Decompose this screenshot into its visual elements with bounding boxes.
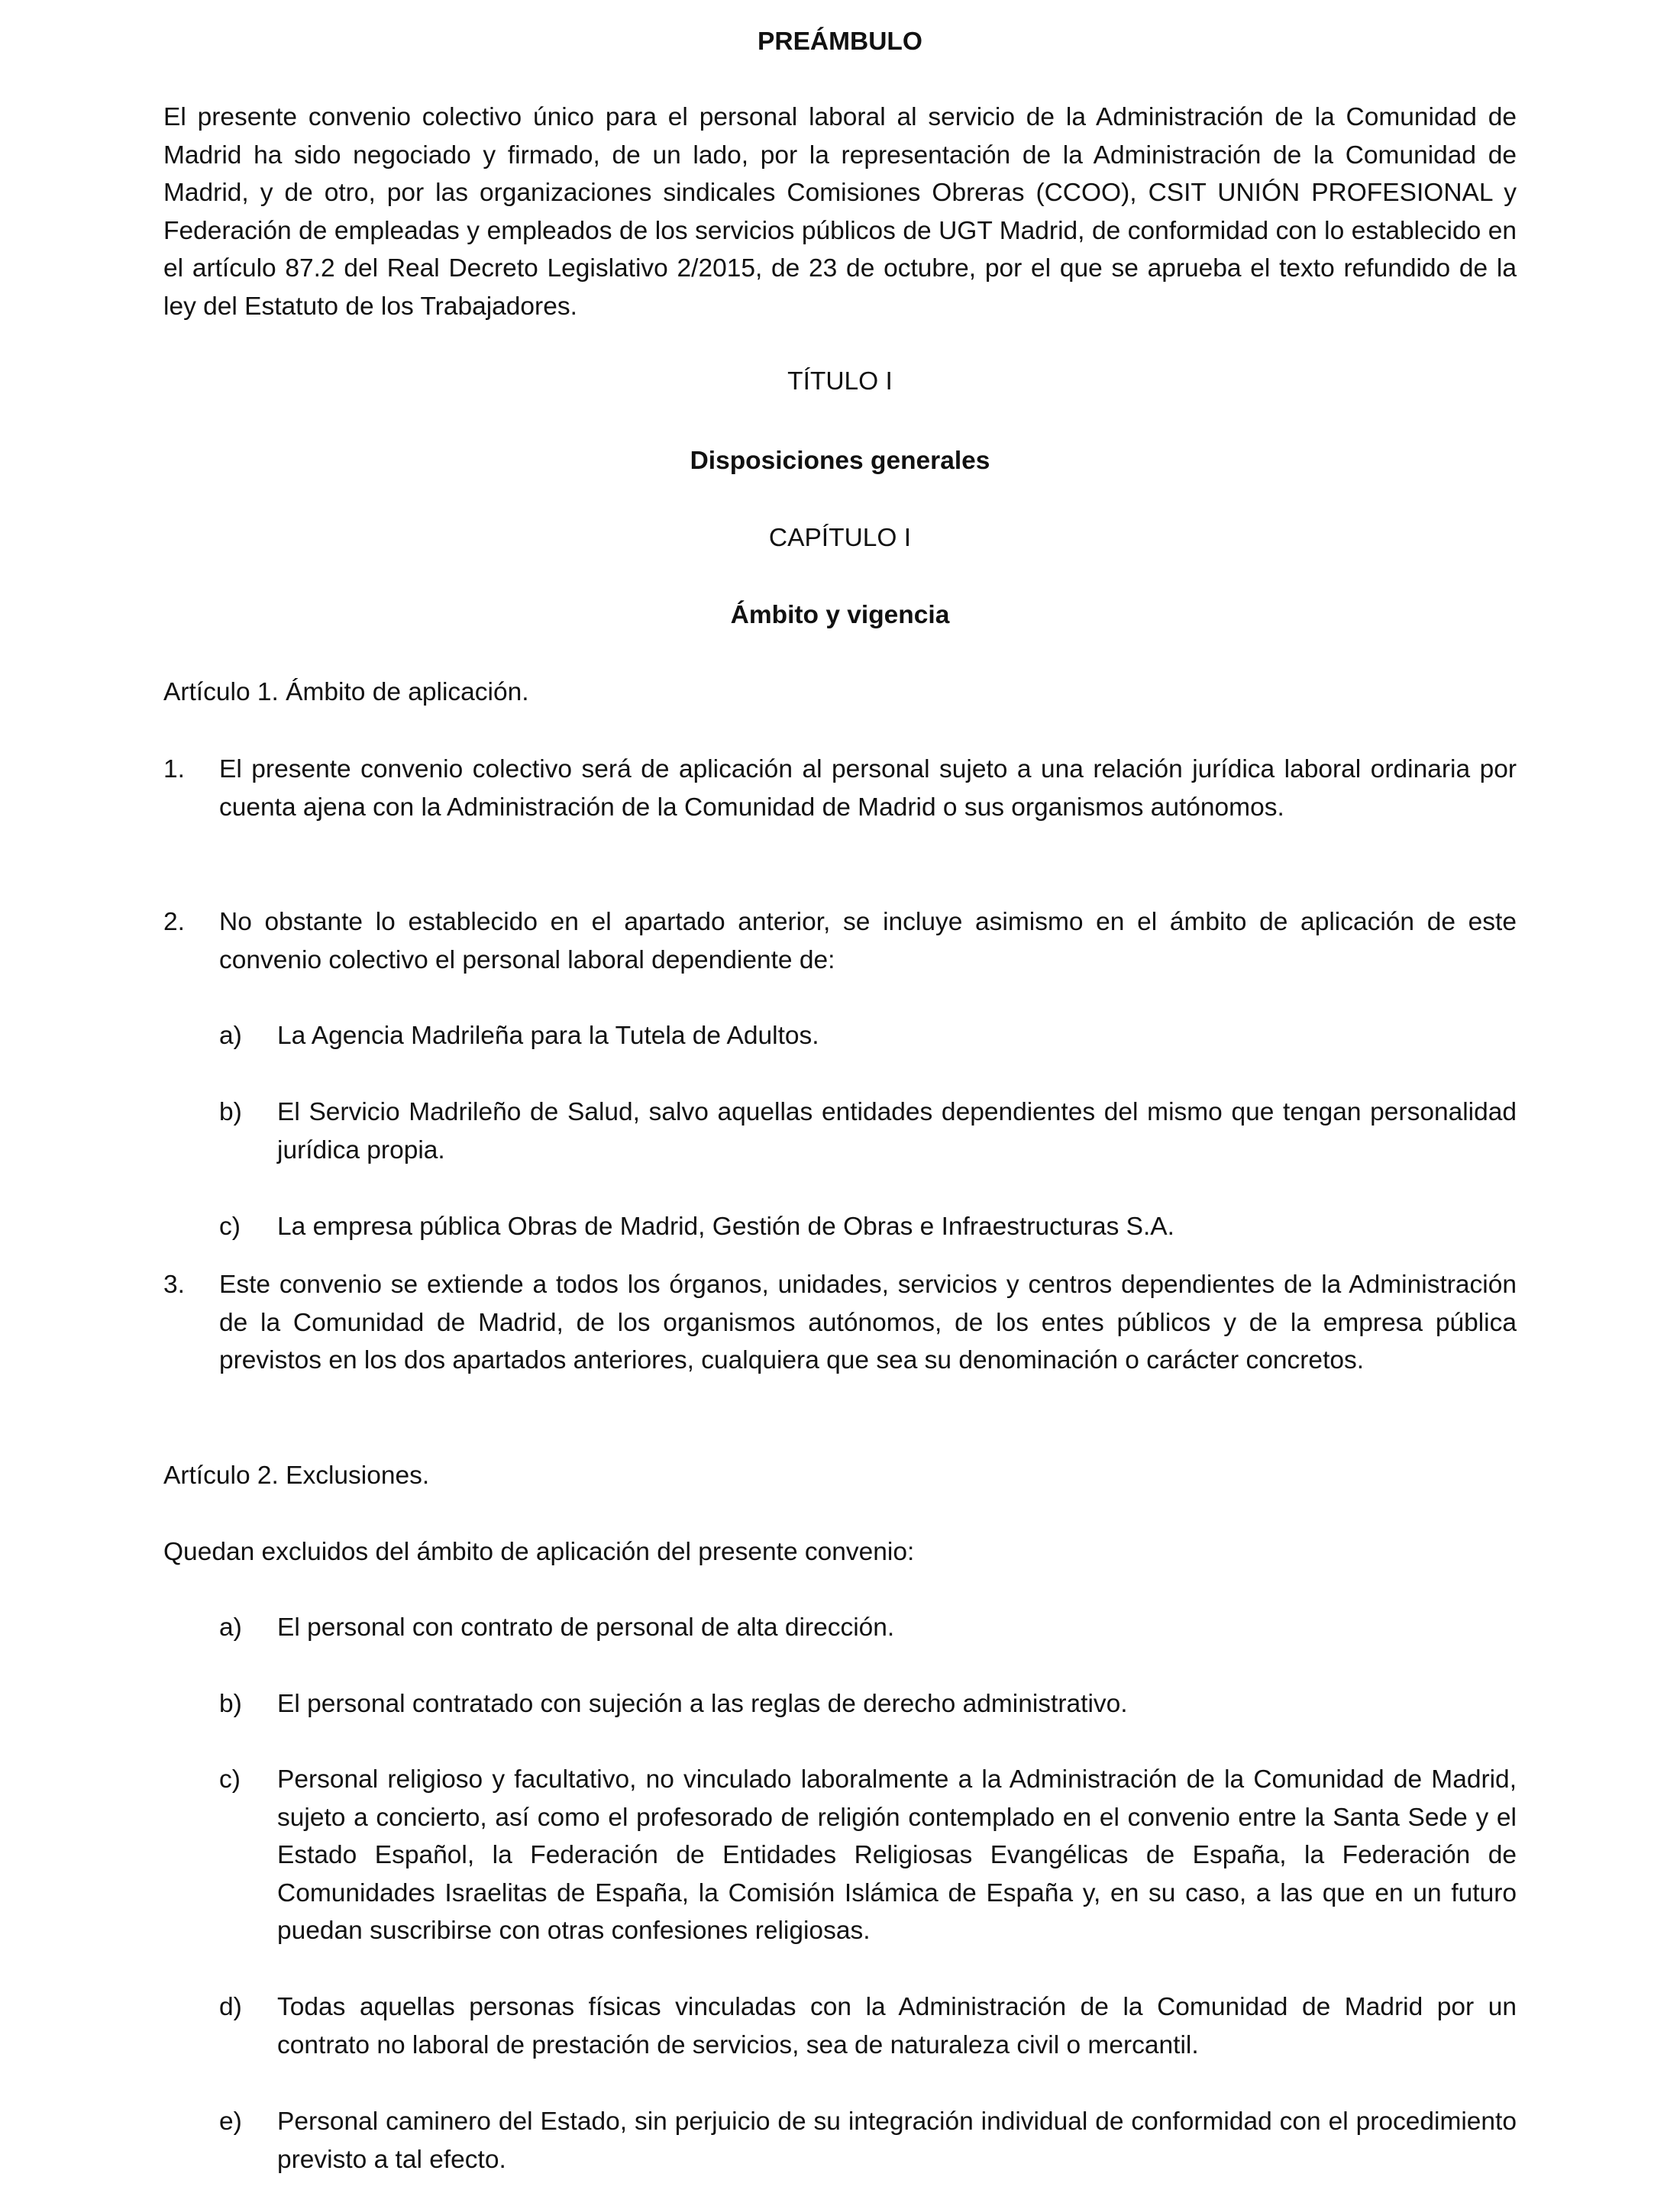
sub-list-item-text: Personal caminero del Estado, sin perjuicio de su integración individual de conformidad con el procedimiento previsto a tal efecto. (277, 2107, 1517, 2174)
articulo-2-title: Artículo 2. Exclusiones. (163, 1461, 430, 1490)
sub-list-item-text: El personal contratado con sujeción a las reglas de derecho administrativo. (277, 1690, 1128, 1718)
sub-list-item-letter: a) (219, 1613, 242, 1642)
sub-list-item-letter: b) (219, 1098, 242, 1126)
sub-list-item-text: La Agencia Madrileña para la Tutela de Adultos. (277, 1022, 819, 1050)
sub-list-item-text: La empresa pública Obras de Madrid, Gestión de Obras e Infraestructuras S.A. (277, 1213, 1174, 1241)
sub-list-item-text: Personal religioso y facultativo, no vinculado laboralmente a la Administración de la Comunidad de Madrid, sujeto a concierto, así como el profesorado de religión contemplado en el convenio entre la Santa Sede y el Estado Español, la Federación de Entidades Religiosas Evangélicas de España, la Federación de Comunidades Israelitas de España, la Comisión Islámica de España y, en su caso, a las que en un futuro puedan suscribirse con otras confesiones religiosas. (277, 1765, 1517, 1945)
list-item-text: Este convenio se extiende a todos los órganos, unidades, servicios y centros dependientes de la Administración de la Comunidad de Madrid, de los organismos autónomos, de los entes públicos y de la empresa pública previstos en los dos apartados anteriores, cualquiera que sea su denominación o carácter concretos. (219, 1271, 1517, 1374)
preamble-paragraph: El presente convenio colectivo único para el personal laboral al servicio de la Administración de la Comunidad de Madrid ha sido negociado y firmado, de un lado, por la representación de la Administración de la Comunidad de Madrid, y de otro, por las organizaciones sindicales Comisiones Obreras (CCOO), CSIT UNIÓN PROFESIONAL y Federación de empleadas y empleados de los servicios públicos de UGT Madrid, de conformidad con lo establecido en el artículo 87.2 del Real Decreto Legislativo 2/2015, de 23 de octubre, por el que se aprueba el texto refundido de la ley del Estatuto de los Trabajadores. (163, 103, 1517, 321)
list-item-text: No obstante lo establecido en el apartado anterior, se incluye asimismo en el ámbito de aplicación de este convenio colectivo el personal laboral dependiente de: (219, 908, 1517, 974)
articulo-2-intro: Quedan excluidos del ámbito de aplicación del presente convenio: (163, 1538, 915, 1566)
page-heading: PREÁMBULO (758, 27, 922, 56)
sub-list-item-letter: c) (219, 1765, 241, 1794)
list-item-number: 3. (163, 1271, 185, 1299)
capitulo-label: CAPÍTULO I (768, 524, 912, 552)
capitulo-name: Ámbito y vigencia (730, 601, 950, 629)
sub-list-item-letter: b) (219, 1690, 242, 1718)
sub-list-item-letter: a) (219, 1022, 242, 1050)
sub-list-item-letter: e) (219, 2107, 242, 2136)
list-item-text: El presente convenio colectivo será de aplicación al personal sujeto a una relación jurídica laboral ordinaria por cuenta ajena con la Administración de la Comunidad de Madrid o sus organismos autónomos. (219, 755, 1517, 822)
sub-list-item-letter: c) (219, 1213, 241, 1241)
sub-list-item-text: El personal con contrato de personal de alta dirección. (277, 1613, 895, 1642)
sub-list-item-text: El Servicio Madrileño de Salud, salvo aquellas entidades dependientes del mismo que tengan personalidad jurídica propia. (277, 1098, 1517, 1164)
sub-list-item-letter: d) (219, 1993, 242, 2021)
sub-list-item-text: Todas aquellas personas físicas vinculadas con la Administración de la Comunidad de Madrid por un contrato no laboral de prestación de servicios, sea de naturaleza civil o mercantil. (277, 1993, 1517, 2059)
list-item-number: 1. (163, 755, 185, 783)
articulo-1-title: Artículo 1. Ámbito de aplicación. (163, 678, 529, 706)
list-item-number: 2. (163, 908, 185, 936)
titulo-name: Disposiciones generales (690, 447, 990, 475)
titulo-label: TÍTULO I (787, 367, 893, 396)
